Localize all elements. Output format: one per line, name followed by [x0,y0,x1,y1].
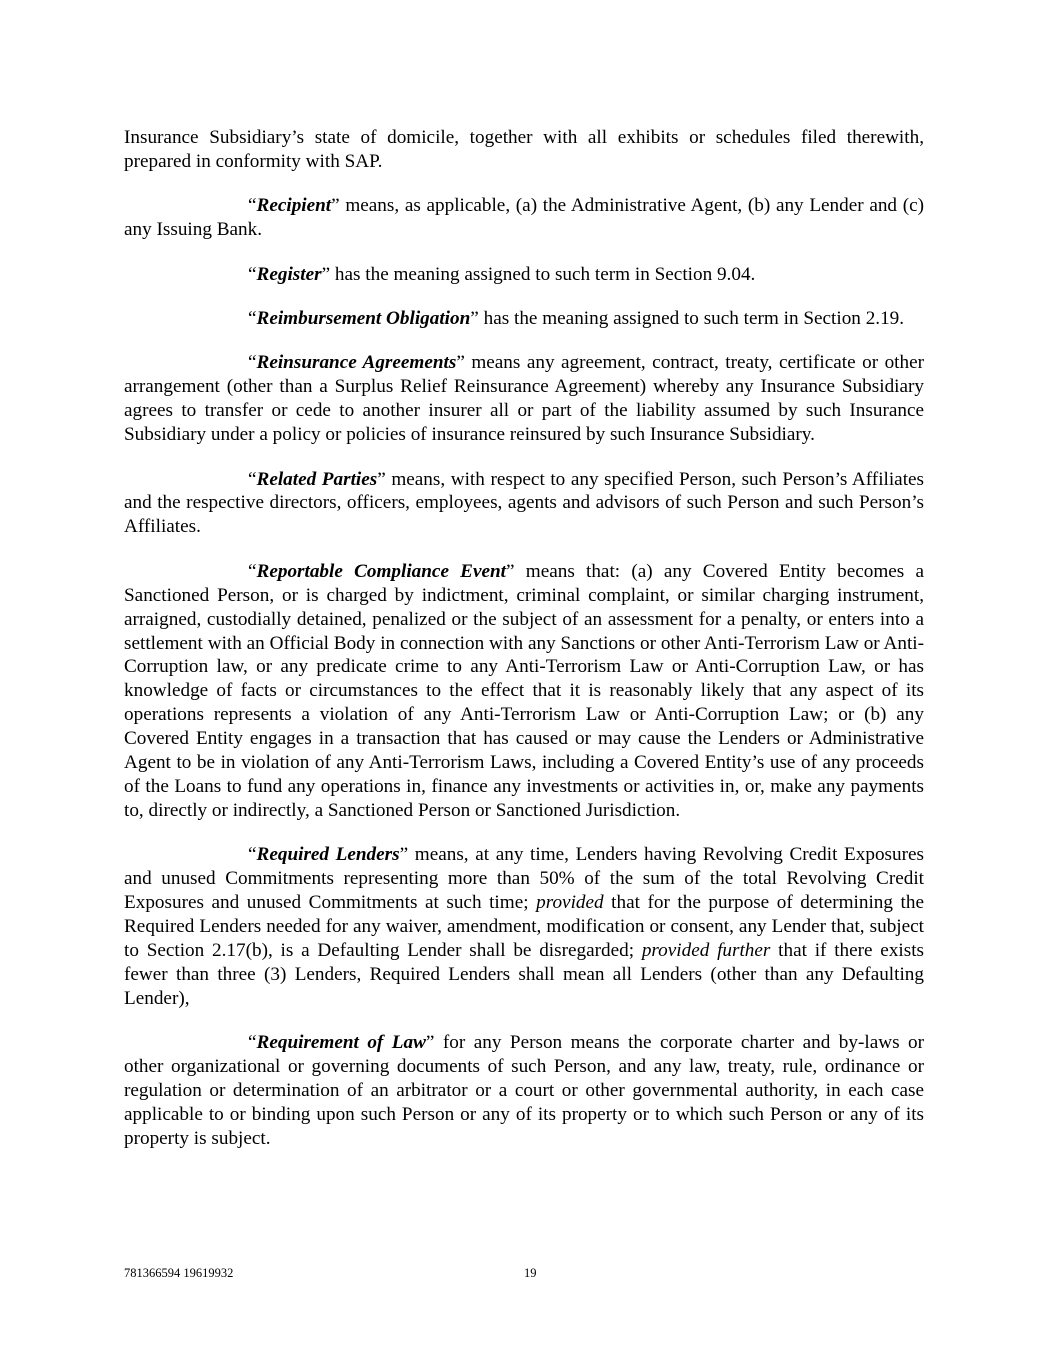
proviso-term: provided [536,892,604,914]
defined-term: Register [256,263,322,285]
definition-reinsurance-agreements [124,351,924,447]
close-quote: ” [377,468,386,490]
definition-reportable-compliance-event [124,560,924,823]
close-quote: ” [425,1032,435,1054]
definition-register [124,263,924,287]
paragraph-continuation [124,126,924,174]
open-quote: “ [248,844,257,866]
open-quote: “ [248,308,257,330]
open-quote: “ [248,263,257,285]
proviso-further-term: provided further [641,939,771,961]
close-quote: ” [506,560,515,582]
open-quote: “ [248,195,257,217]
document-body [124,126,924,1171]
paragraph-text: Insurance Subsidiary’s state of domicile, together with all exhibits or schedules filed therewith, prepared in conformity with SAP. [124,127,924,172]
defined-term: Reinsurance Agreements [256,352,457,374]
close-quote: ” [321,263,331,285]
definition-text: has the meaning assigned to such term in Section 2.19. [478,308,905,330]
close-quote: ” [470,308,479,330]
definition-text: means, with respect to any specified Person, such Person’s Affiliates and the respective directors, officers, employees, agents and advisors of such Person and such Person’s Affiliates. [124,468,925,538]
definition-required-lenders [124,843,924,1010]
definition-recipient [124,194,924,242]
definition-text: means any agreement, contract, treaty, certificate or other arrangement (other than a Surplus Relief Reinsurance Agreement) whereby any Insurance Subsidiary agrees to transfer or cede to another insurer all or part of the liability assumed by such Insurance Subsidiary under a policy or policies of insurance reinsured by such Insurance Subsidiary. [124,352,925,446]
close-quote: ” [456,352,465,374]
definition-text-part-2: that for the purpose of determining the Required Lenders needed for any waiver, amendment, modification or consent, any Lender that, subject to Section 2.17(b), is a Defaulting Lender shall be disregarded; [124,892,924,961]
open-quote: “ [248,468,257,490]
defined-term: Required Lenders [256,844,400,866]
definition-requirement-of-law [124,1031,924,1151]
defined-term: Recipient [256,195,332,217]
definition-text: for any Person means the corporate charter and by-laws or other organizational or governing documents of such Person, and any law, treaty, rule, ordinance or regulation or determination of an arbitrator or a court or other governmental authority, in each case applicable to or binding upon such Person or any of its property or to which such Person or any of its property is subject. [124,1032,924,1149]
footer-document-id: 781366594 19619932 [124,1266,234,1280]
defined-term: Reportable Compliance Event [256,560,507,582]
defined-term: Related Parties [256,468,378,490]
definition-related-parties [124,468,924,540]
definition-text-part-3: that if there exists fewer than three (3) Lenders, Required Lenders shall mean all Lenders (other than any Defaulting Lender), [124,939,925,1009]
close-quote: ” [331,195,340,217]
definition-text: means that: (a) any Covered Entity becomes a Sanctioned Person, or is charged by indictment, criminal complaint, or similar charging instrument, arraigned, custodially detained, penalized or the subject of an assessment for a penalty, or enters into a settlement with an Official Body in connection with any Sanctions or other Anti-Terrorism Law or Anti-Corruption law, or any predicate crime to any Anti-Terrorism Law or Anti-Corruption Law, or has knowledge of facts or circumstances to the effect that it is reasonably likely that any aspect of its operations represents a violation of any Anti-Terrorism Law or Anti-Corruption Law; or (b) any Covered Entity engages in a transaction that has caused or may cause the Lenders or Administrative Agent to be in violation of any Anti-Terrorism Laws, including a Covered Entity’s use of any proceeds of the Loans to fund any operations in, finance any investments or activities in, or, make any payments to, directly or indirectly, a Sanctioned Person or Sanctioned Jurisdiction. [124,560,924,821]
close-quote: ” [399,844,409,866]
open-quote: “ [248,1032,257,1054]
defined-term: Reimbursement Obligation [256,308,471,330]
open-quote: “ [248,560,257,582]
definition-text-part-1: means, at any time, Lenders having Revolving Credit Exposures and unused Commitments representing more than 50% of the sum of the total Revolving Credit Exposures and unused Commitments at such time; [124,844,924,914]
definition-text: means, as applicable, (a) the Administrative Agent, (b) any Lender and (c) any Issuing Bank. [124,195,924,241]
open-quote: “ [248,352,257,374]
definition-reimbursement-obligation [124,307,924,331]
footer-page-number: 19 [524,1266,537,1280]
definition-text: has the meaning assigned to such term in Section 9.04. [330,263,756,285]
defined-term: Requirement of Law [256,1032,426,1054]
